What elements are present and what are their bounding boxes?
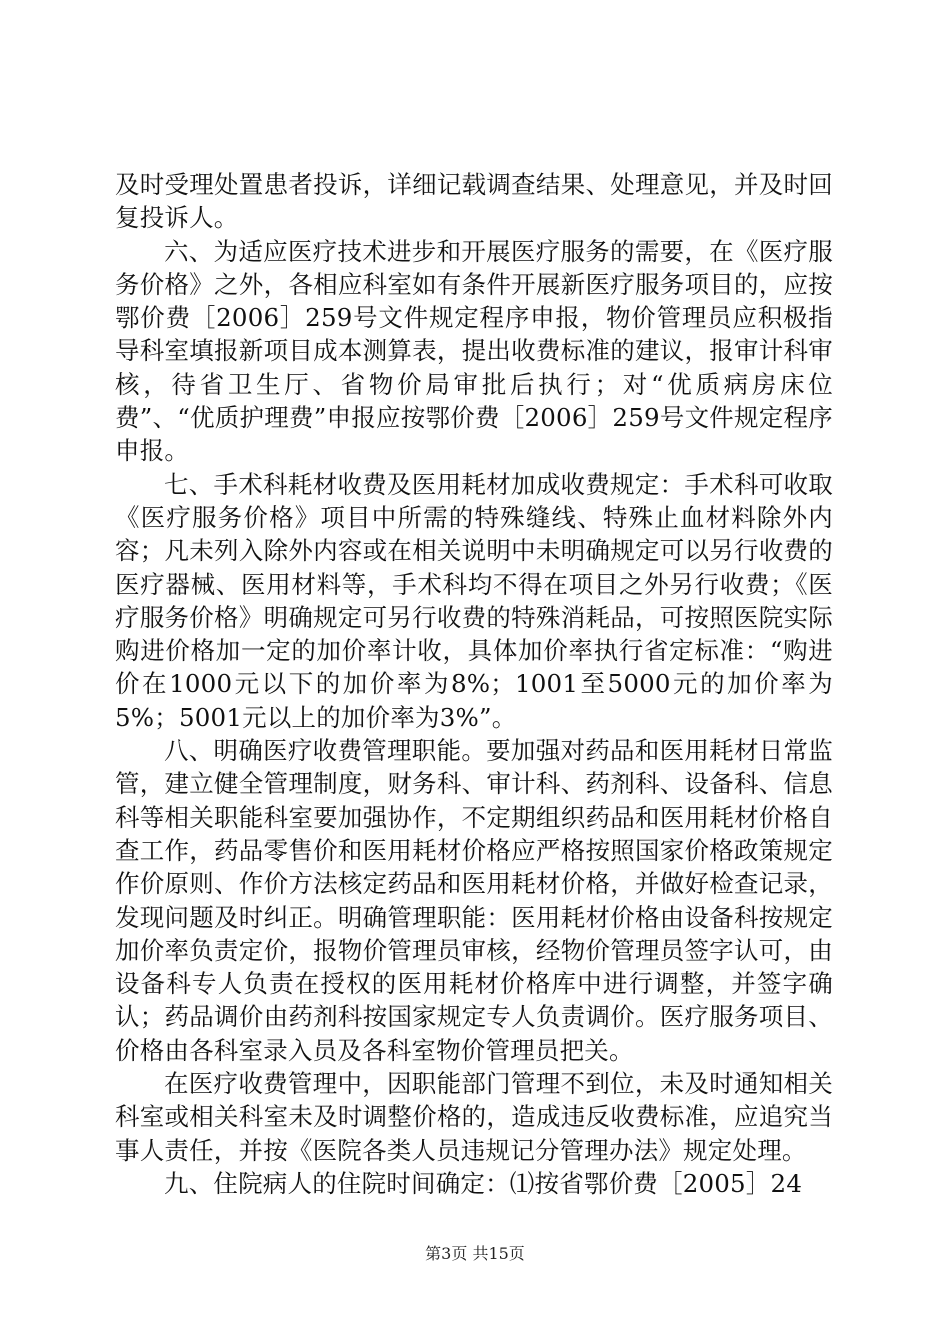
paragraph-3: 七、手术科耗材收费及医用耗材加成收费规定：手术科可收取《医疗服务价格》项目中所需的特殊缝线、特殊止血材料除外内容；凡未列入除外内容或在相关说明中未明确规定可以另行收费的医疗器械、医用材料等，手术科均不得在项目之外另行收费；《医疗服务价格》明确规定可另行收费的特殊消耗品，可按照医院实际购进价格加一定的加价率计收，具体加价率执行省定标准：“购进价在1000元以下的加价率为8%；1001至5000元的加价率为5%；5001元以上的加价率为3%”。 bbox=[115, 469, 833, 732]
paragraph-4: 八、明确医疗收费管理职能。要加强对药品和医用耗材日常监管，建立健全管理制度，财务科、审计科、药剂科、设备科、信息科等相关职能科室要加强协作，不定期组织药品和医用耗材价格自查工作，药品零售价和医用耗材价格应严格按照国家价格政策规定作价原则、作价方法核定药品和医用耗材价格，并做好检查记录，发现问题及时纠正。明确管理职能：医用耗材价格由设备科按规定加价率负责定价，报物价管理员审核，经物价管理员签字认可，由设备科专人负责在授权的医用耗材价格库中进行调整，并签字确认；药品调价由药剂科按国家规定专人负责调价。医疗服务项目、价格由各科室录入员及各科室物价管理员把关。 bbox=[115, 736, 833, 1065]
paragraph-6: 九、住院病人的住院时间确定：⑴按省鄂价费［2005］24 bbox=[164, 1168, 803, 1198]
document-body bbox=[115, 168, 833, 1200]
paragraph-5: 在医疗收费管理中，因职能部门管理不到位，未及时通知相关科室或相关科室未及时调整价格的，造成违反收费标准，应追究当事人责任，并按《医院各类人员违规记分管理办法》规定处理。 bbox=[115, 1069, 833, 1165]
paragraph-1: 及时受理处置患者投诉，详细记载调查结果、处理意见，并及时回复投诉人。 bbox=[115, 170, 833, 233]
page-footer: 第3页 共15页 bbox=[425, 1244, 525, 1263]
paragraph-2: 六、为适应医疗技术进步和开展医疗服务的需要，在《医疗服务价格》之外，各相应科室如有条件开展新医疗服务项目的，应按鄂价费［2006］259号文件规定程序申报，物价管理员应积极指导科室填报新项目成本测算表，提出收费标准的建议，报审计科审核，待省卫生厅、省物价局审批后执行；对“优质病房床位费”、“优质护理费”申报应按鄂价费［2006］259号文件规定程序申报。 bbox=[115, 236, 833, 466]
